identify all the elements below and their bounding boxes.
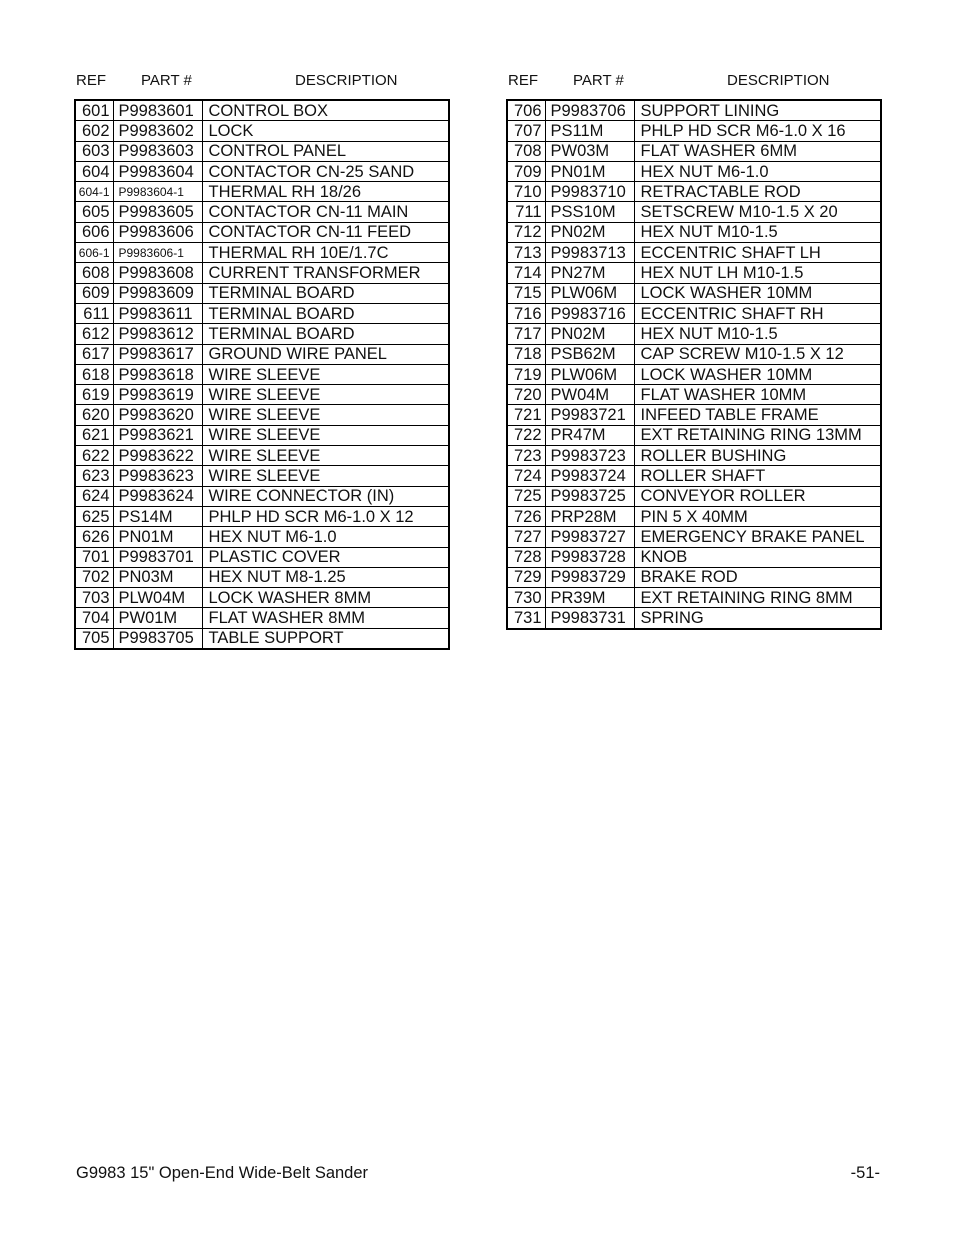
ref-cell: 731 <box>507 608 545 629</box>
description-cell: LOCK <box>202 121 449 141</box>
ref-cell: 724 <box>507 466 545 486</box>
table-row <box>75 121 449 141</box>
part-number-cell: PLW06M <box>545 283 634 303</box>
part-number-cell: P9983605 <box>113 202 202 222</box>
table-row <box>75 222 449 242</box>
description-cell: THERMAL RH 10E/1.7C <box>202 243 449 263</box>
description-cell: SPRING <box>634 608 881 629</box>
table-row <box>75 324 449 344</box>
table-row <box>75 405 449 425</box>
ref-cell: 719 <box>507 364 545 384</box>
table-row <box>507 222 881 242</box>
part-number-cell: PW01M <box>113 608 202 628</box>
description-cell: HEX NUT M10-1.5 <box>634 324 881 344</box>
table-row <box>75 202 449 222</box>
left-part-header: PART # <box>141 72 192 89</box>
table-row <box>507 425 881 445</box>
ref-cell: 721 <box>507 405 545 425</box>
table-row <box>75 303 449 323</box>
ref-cell: 708 <box>507 141 545 161</box>
right-ref-header: REF <box>508 72 538 89</box>
part-number-cell: PN02M <box>545 324 634 344</box>
description-cell: CURRENT TRANSFORMER <box>202 263 449 283</box>
part-number-cell: P9983701 <box>113 547 202 567</box>
table-row <box>75 608 449 628</box>
ref-cell: 704 <box>75 608 113 628</box>
part-number-cell: P9983729 <box>545 567 634 587</box>
description-cell: PIN 5 X 40MM <box>634 506 881 526</box>
description-cell: INFEED TABLE FRAME <box>634 405 881 425</box>
part-number-cell: P9983731 <box>545 608 634 629</box>
description-cell: TABLE SUPPORT <box>202 628 449 649</box>
table-row <box>507 243 881 263</box>
ref-cell: 703 <box>75 588 113 608</box>
left-ref-header: REF <box>76 72 106 89</box>
footer-title: G9983 15" Open-End Wide-Belt Sander <box>76 1164 369 1182</box>
description-cell: CONTACTOR CN-11 FEED <box>202 222 449 242</box>
part-number-cell: PR47M <box>545 425 634 445</box>
right-parts-table <box>506 99 882 630</box>
part-number-cell: P9983621 <box>113 425 202 445</box>
ref-cell: 714 <box>507 263 545 283</box>
ref-cell: 727 <box>507 527 545 547</box>
description-cell: WIRE CONNECTOR (IN) <box>202 486 449 506</box>
left-parts-table <box>74 99 450 650</box>
ref-cell: 617 <box>75 344 113 364</box>
part-number-cell: P9983601 <box>113 100 202 121</box>
description-cell: GROUND WIRE PANEL <box>202 344 449 364</box>
ref-cell: 729 <box>507 567 545 587</box>
table-row <box>507 466 881 486</box>
part-number-cell: P9983604-1 <box>113 182 202 202</box>
table-row <box>75 567 449 587</box>
part-number-cell: PW04M <box>545 385 634 405</box>
table-row <box>507 324 881 344</box>
description-cell: WIRE SLEEVE <box>202 425 449 445</box>
description-cell: TERMINAL BOARD <box>202 283 449 303</box>
part-number-cell: P9983725 <box>545 486 634 506</box>
ref-cell: 725 <box>507 486 545 506</box>
page-number: -51- <box>850 1164 880 1182</box>
description-cell: WIRE SLEEVE <box>202 446 449 466</box>
table-row <box>75 527 449 547</box>
description-cell: CAP SCREW M10-1.5 X 12 <box>634 344 881 364</box>
ref-cell: 626 <box>75 527 113 547</box>
description-cell: FLAT WASHER 10MM <box>634 385 881 405</box>
table-row <box>507 446 881 466</box>
left-parts-table-body <box>75 100 449 649</box>
description-cell: CONVEYOR ROLLER <box>634 486 881 506</box>
part-number-cell: PN27M <box>545 263 634 283</box>
description-cell: PHLP HD SCR M6-1.0 X 12 <box>202 506 449 526</box>
ref-cell: 606 <box>75 222 113 242</box>
description-cell: CONTROL PANEL <box>202 141 449 161</box>
description-cell: LOCK WASHER 8MM <box>202 588 449 608</box>
ref-cell: 717 <box>507 324 545 344</box>
table-row <box>507 588 881 608</box>
part-number-cell: P9983619 <box>113 385 202 405</box>
description-cell: HEX NUT LH M10-1.5 <box>634 263 881 283</box>
table-row <box>75 446 449 466</box>
part-number-cell: P9983716 <box>545 303 634 323</box>
table-row <box>75 243 449 263</box>
description-cell: WIRE SLEEVE <box>202 364 449 384</box>
part-number-cell: P9983623 <box>113 466 202 486</box>
part-number-cell: P9983606-1 <box>113 243 202 263</box>
description-cell: WIRE SLEEVE <box>202 405 449 425</box>
description-cell: TERMINAL BOARD <box>202 324 449 344</box>
description-cell: EXT RETAINING RING 13MM <box>634 425 881 445</box>
description-cell: LOCK WASHER 10MM <box>634 364 881 384</box>
ref-cell: 622 <box>75 446 113 466</box>
ref-cell: 623 <box>75 466 113 486</box>
table-row <box>507 364 881 384</box>
table-row <box>75 425 449 445</box>
part-number-cell: PN02M <box>545 222 634 242</box>
ref-cell: 624 <box>75 486 113 506</box>
ref-cell: 705 <box>75 628 113 649</box>
ref-cell: 723 <box>507 446 545 466</box>
ref-cell: 711 <box>507 202 545 222</box>
ref-cell: 618 <box>75 364 113 384</box>
table-row <box>507 385 881 405</box>
part-number-cell: P9983705 <box>113 628 202 649</box>
description-cell: ROLLER BUSHING <box>634 446 881 466</box>
description-cell: CONTACTOR CN-11 MAIN <box>202 202 449 222</box>
part-number-cell: P9983603 <box>113 141 202 161</box>
part-number-cell: P9983604 <box>113 161 202 181</box>
ref-cell: 715 <box>507 283 545 303</box>
description-cell: ROLLER SHAFT <box>634 466 881 486</box>
ref-cell: 716 <box>507 303 545 323</box>
part-number-cell: PN03M <box>113 567 202 587</box>
ref-cell: 604-1 <box>75 182 113 202</box>
part-number-cell: PLW04M <box>113 588 202 608</box>
ref-cell: 620 <box>75 405 113 425</box>
description-cell: FLAT WASHER 8MM <box>202 608 449 628</box>
part-number-cell: P9983617 <box>113 344 202 364</box>
description-cell: HEX NUT M6-1.0 <box>634 161 881 181</box>
table-row <box>507 527 881 547</box>
table-row <box>507 161 881 181</box>
ref-cell: 709 <box>507 161 545 181</box>
ref-cell: 726 <box>507 506 545 526</box>
part-number-cell: PR39M <box>545 588 634 608</box>
part-number-cell: P9983612 <box>113 324 202 344</box>
description-cell: HEX NUT M6-1.0 <box>202 527 449 547</box>
table-row <box>75 385 449 405</box>
ref-cell: 612 <box>75 324 113 344</box>
table-row <box>75 547 449 567</box>
part-number-cell: P9983620 <box>113 405 202 425</box>
right-parts-table-body <box>507 100 881 629</box>
ref-cell: 608 <box>75 263 113 283</box>
description-cell: FLAT WASHER 6MM <box>634 141 881 161</box>
ref-cell: 602 <box>75 121 113 141</box>
description-cell: WIRE SLEEVE <box>202 466 449 486</box>
table-row <box>75 364 449 384</box>
ref-cell: 702 <box>75 567 113 587</box>
table-row <box>75 344 449 364</box>
ref-cell: 730 <box>507 588 545 608</box>
ref-cell: 621 <box>75 425 113 445</box>
ref-cell: 701 <box>75 547 113 567</box>
description-cell: TERMINAL BOARD <box>202 303 449 323</box>
table-row <box>75 466 449 486</box>
ref-cell: 713 <box>507 243 545 263</box>
part-number-cell: P9983724 <box>545 466 634 486</box>
table-row <box>507 202 881 222</box>
ref-cell: 720 <box>507 385 545 405</box>
description-cell: LOCK WASHER 10MM <box>634 283 881 303</box>
part-number-cell: P9983609 <box>113 283 202 303</box>
part-number-cell: P9983624 <box>113 486 202 506</box>
description-cell: HEX NUT M10-1.5 <box>634 222 881 242</box>
description-cell: ECCENTRIC SHAFT RH <box>634 303 881 323</box>
ref-cell: 712 <box>507 222 545 242</box>
ref-cell: 603 <box>75 141 113 161</box>
left-description-header: DESCRIPTION <box>295 72 398 89</box>
table-row <box>75 182 449 202</box>
table-row <box>507 263 881 283</box>
part-number-cell: P9983606 <box>113 222 202 242</box>
ref-cell: 722 <box>507 425 545 445</box>
table-row <box>75 263 449 283</box>
part-number-cell: P9983618 <box>113 364 202 384</box>
description-cell: EXT RETAINING RING 8MM <box>634 588 881 608</box>
description-cell: PLASTIC COVER <box>202 547 449 567</box>
table-row <box>75 486 449 506</box>
part-number-cell: PSB62M <box>545 344 634 364</box>
ref-cell: 611 <box>75 303 113 323</box>
ref-cell: 710 <box>507 182 545 202</box>
table-row <box>507 121 881 141</box>
table-row <box>75 100 449 121</box>
part-number-cell: PN01M <box>545 161 634 181</box>
table-row <box>507 506 881 526</box>
part-number-cell: P9983721 <box>545 405 634 425</box>
ref-cell: 728 <box>507 547 545 567</box>
table-row <box>507 100 881 121</box>
table-row <box>75 628 449 649</box>
ref-cell: 606-1 <box>75 243 113 263</box>
table-row <box>507 608 881 629</box>
table-row <box>75 161 449 181</box>
part-number-cell: PS11M <box>545 121 634 141</box>
description-cell: PHLP HD SCR M6-1.0 X 16 <box>634 121 881 141</box>
ref-cell: 605 <box>75 202 113 222</box>
right-description-header: DESCRIPTION <box>727 72 830 89</box>
description-cell: CONTROL BOX <box>202 100 449 121</box>
part-number-cell: P9983723 <box>545 446 634 466</box>
table-row <box>507 547 881 567</box>
table-row <box>507 344 881 364</box>
description-cell: CONTACTOR CN-25 SAND <box>202 161 449 181</box>
table-row <box>507 283 881 303</box>
part-number-cell: P9983710 <box>545 182 634 202</box>
table-row <box>75 141 449 161</box>
description-cell: KNOB <box>634 547 881 567</box>
ref-cell: 707 <box>507 121 545 141</box>
ref-cell: 718 <box>507 344 545 364</box>
description-cell: RETRACTABLE ROD <box>634 182 881 202</box>
table-row <box>507 303 881 323</box>
description-cell: SETSCREW M10-1.5 X 20 <box>634 202 881 222</box>
ref-cell: 625 <box>75 506 113 526</box>
table-row <box>507 182 881 202</box>
description-cell: HEX NUT M8-1.25 <box>202 567 449 587</box>
part-number-cell: PRP28M <box>545 506 634 526</box>
part-number-cell: P9983728 <box>545 547 634 567</box>
ref-cell: 706 <box>507 100 545 121</box>
part-number-cell: PSS10M <box>545 202 634 222</box>
ref-cell: 619 <box>75 385 113 405</box>
table-row <box>75 588 449 608</box>
part-number-cell: PW03M <box>545 141 634 161</box>
table-row <box>75 506 449 526</box>
part-number-cell: P9983602 <box>113 121 202 141</box>
description-cell: SUPPORT LINING <box>634 100 881 121</box>
ref-cell: 604 <box>75 161 113 181</box>
description-cell: EMERGENCY BRAKE PANEL <box>634 527 881 547</box>
right-part-header: PART # <box>573 72 624 89</box>
left-column-headers <box>0 72 477 90</box>
table-row <box>75 283 449 303</box>
table-row <box>507 141 881 161</box>
ref-cell: 609 <box>75 283 113 303</box>
description-cell: WIRE SLEEVE <box>202 385 449 405</box>
part-number-cell: P9983608 <box>113 263 202 283</box>
part-number-cell: P9983706 <box>545 100 634 121</box>
part-number-cell: P9983727 <box>545 527 634 547</box>
part-number-cell: PS14M <box>113 506 202 526</box>
part-number-cell: P9983622 <box>113 446 202 466</box>
description-cell: ECCENTRIC SHAFT LH <box>634 243 881 263</box>
description-cell: THERMAL RH 18/26 <box>202 182 449 202</box>
table-row <box>507 405 881 425</box>
table-row <box>507 486 881 506</box>
description-cell: BRAKE ROD <box>634 567 881 587</box>
part-number-cell: P9983611 <box>113 303 202 323</box>
part-number-cell: PN01M <box>113 527 202 547</box>
right-column-headers <box>477 72 954 90</box>
part-number-cell: PLW06M <box>545 364 634 384</box>
ref-cell: 601 <box>75 100 113 121</box>
part-number-cell: P9983713 <box>545 243 634 263</box>
table-row <box>507 567 881 587</box>
